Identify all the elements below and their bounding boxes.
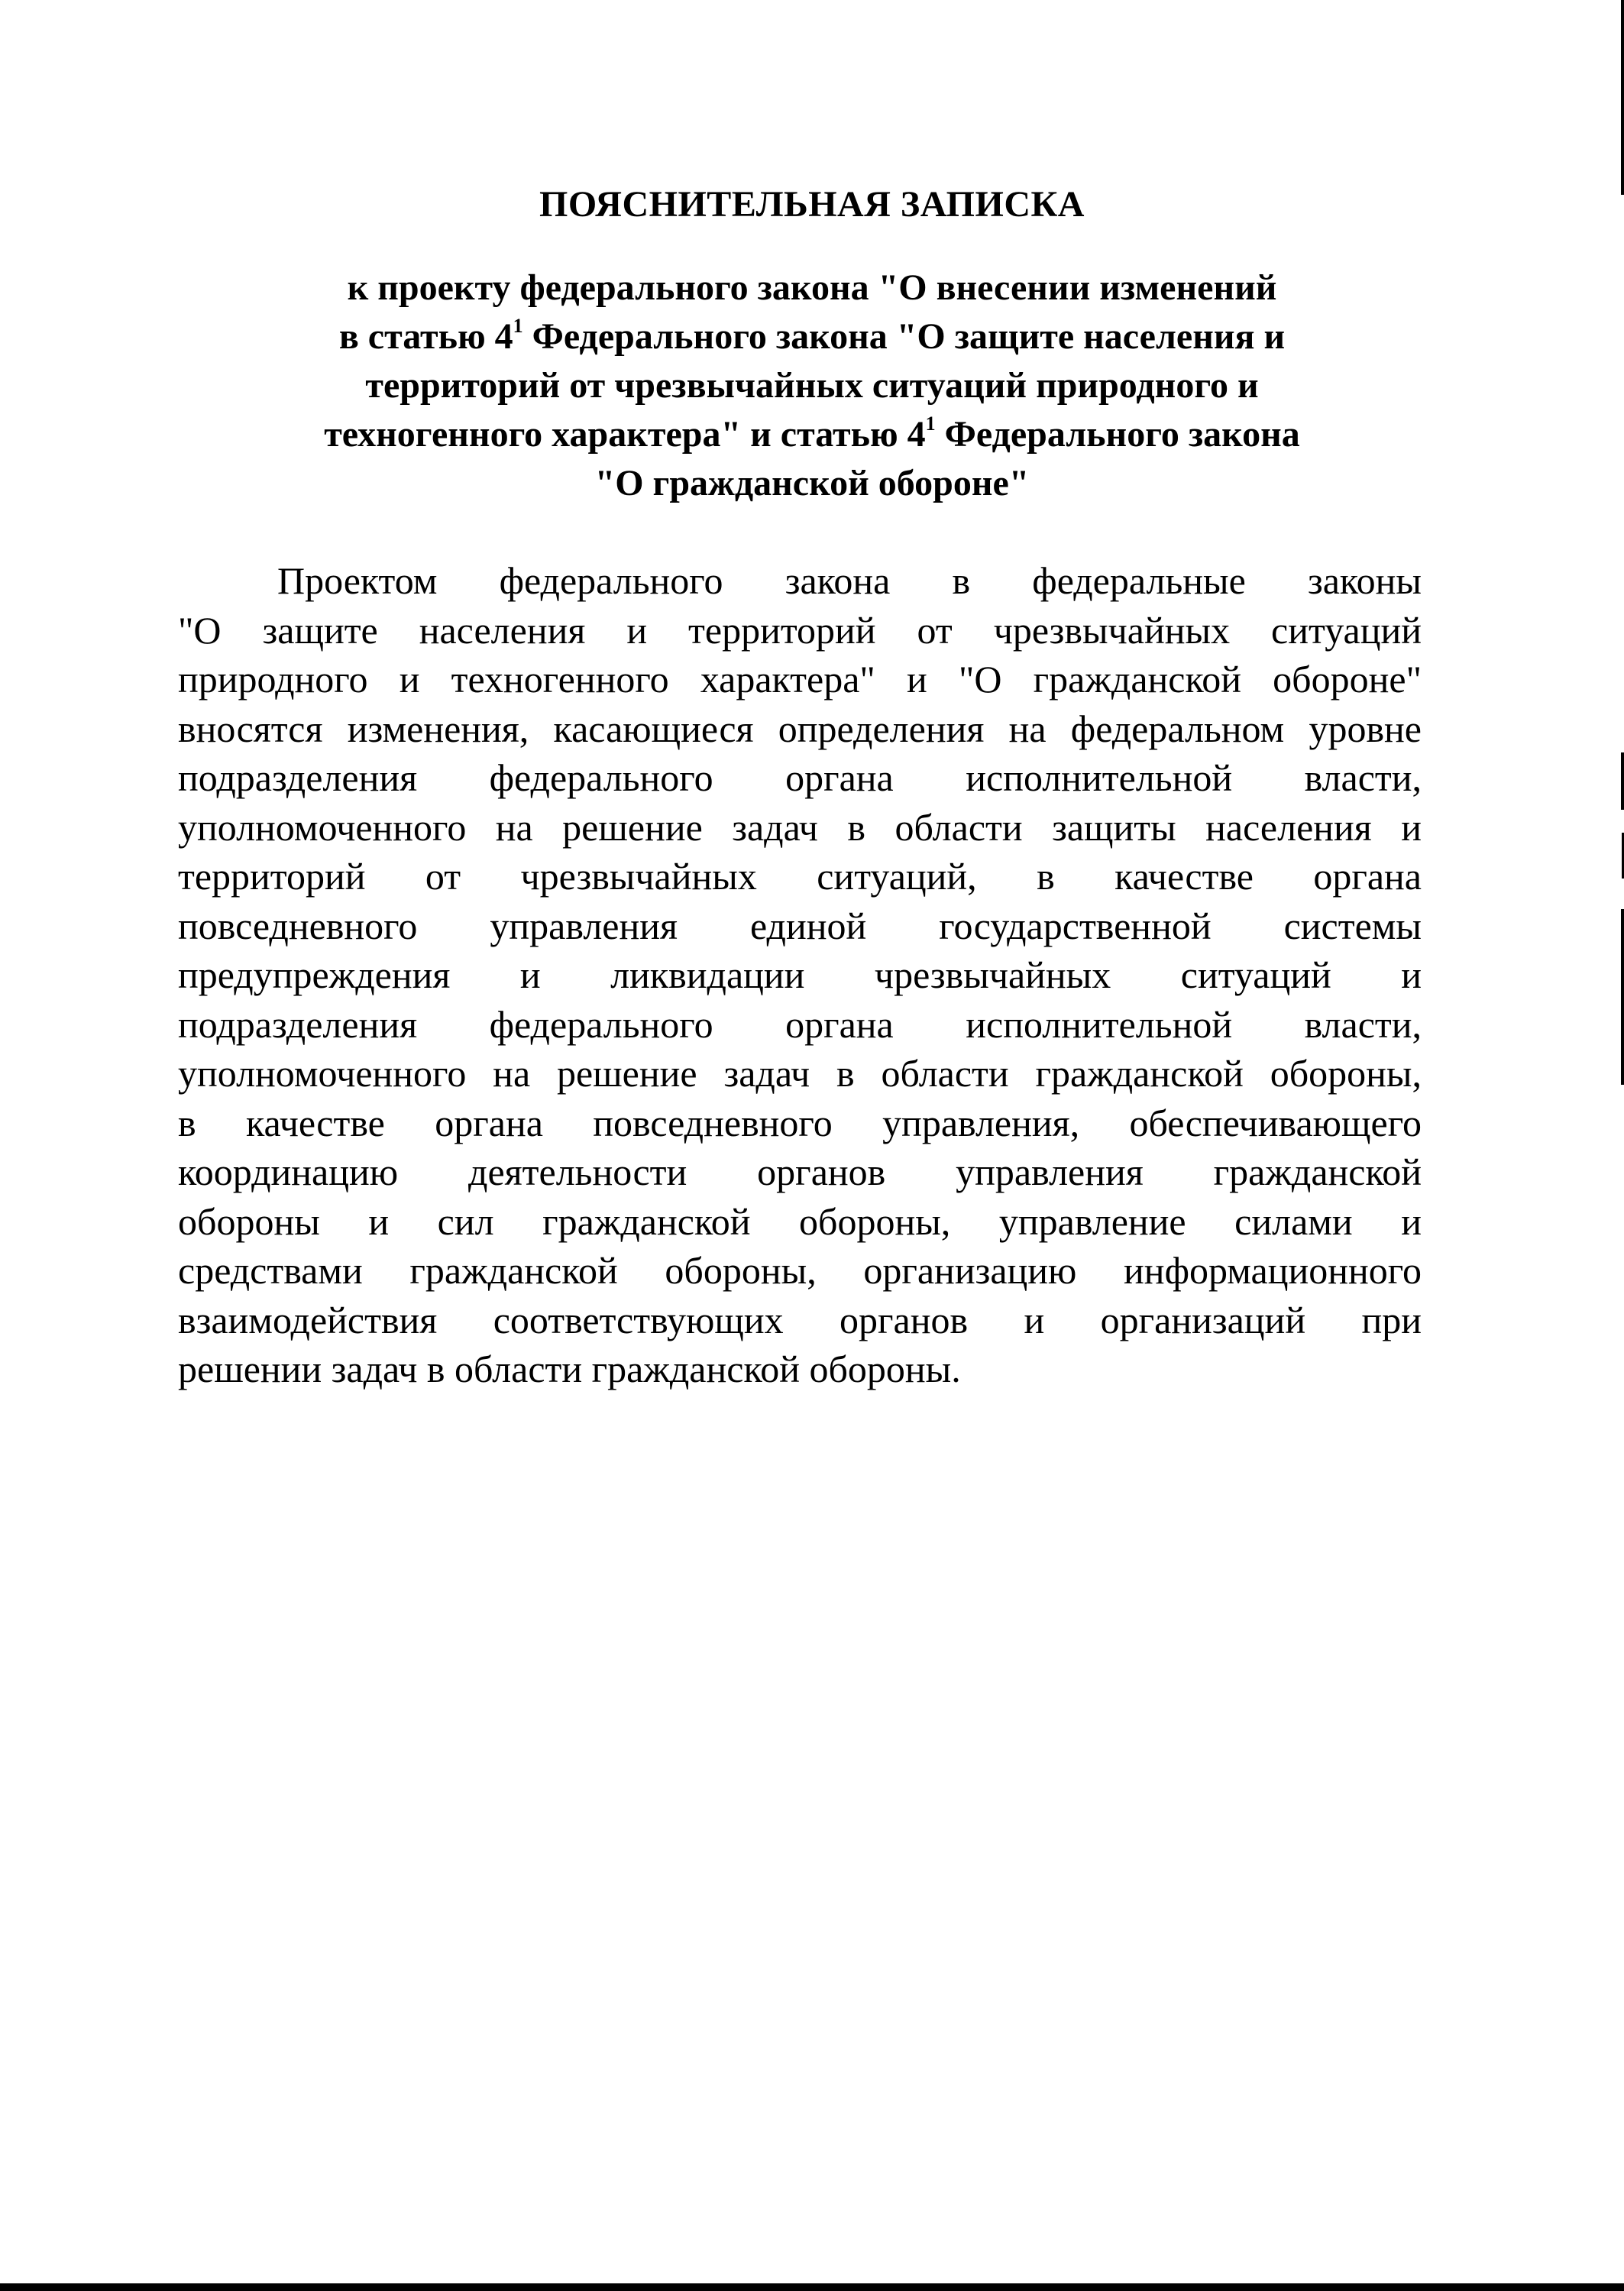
subtitle-line-4 (199, 410, 1425, 459)
body-line: территорий от чрезвычайных ситуаций, в качестве органа (178, 855, 1422, 898)
scan-edge-mark (1621, 909, 1624, 1085)
body-line: Проектом федерального закона в федеральные законы (277, 559, 1422, 602)
body-line: повседневного управления единой государственной системы (178, 904, 1422, 947)
scan-edge-mark (1621, 752, 1624, 810)
subtitle-line-2-text-a: в статью 4 (338, 316, 513, 357)
subtitle-line-2 (199, 312, 1425, 361)
body-line: подразделения федерального органа исполнительной власти, (178, 1002, 1422, 1046)
subtitle-line-5: "О гражданской обороне" (594, 463, 1030, 503)
body-line: предупреждения и ликвидации чрезвычайных ситуаций и (178, 953, 1422, 996)
article-superscript: 1 (925, 413, 936, 435)
article-superscript: 1 (513, 315, 523, 337)
document-subtitle (199, 264, 1425, 508)
subtitle-line-4-text-a: техногенного характера" и статью 4 (324, 414, 926, 455)
body-line: вносятся изменения, касающиеся определения на федеральном уровне (178, 707, 1422, 750)
subtitle-line-2-text-b: Федерального закона "О защите населения и (522, 316, 1286, 357)
scan-bottom-border (0, 2283, 1624, 2291)
subtitle-line-4-text-b: Федерального закона (935, 414, 1300, 455)
body-line: координацию деятельности органов управления гражданской (178, 1150, 1422, 1193)
body-line: уполномоченного на решение задач в области защиты населения и (178, 805, 1422, 849)
body-line: обороны и сил гражданской обороны, управление силами и (178, 1199, 1422, 1243)
body-line: подразделения федерального органа исполнительной власти, (178, 756, 1422, 799)
body-line: решении задач в области гражданской обороны. (178, 1348, 961, 1390)
subtitle-line-3: территорий от чрезвычайных ситуаций природного и (365, 365, 1259, 406)
body-line: природного и техногенного характера" и "О гражданской обороне" (178, 658, 1422, 701)
body-line: в качестве органа повседневного управления, обеспечивающего (178, 1101, 1422, 1144)
body-paragraph (178, 556, 1422, 1394)
document-title: ПОЯСНИТЕЛЬНАЯ ЗАПИСКА (539, 184, 1085, 225)
subtitle-line-1: к проекту федерального закона "О внесении изменений (347, 267, 1277, 308)
body-line: "О защите населения и территорий от чрезвычайных ситуаций (178, 608, 1422, 652)
body-line: средствами гражданской обороны, организацию информационного (178, 1249, 1422, 1292)
body-line: уполномоченного на решение задач в области гражданской обороны, (178, 1052, 1422, 1095)
body-line: взаимодействия соответствующих органов и организаций при (178, 1298, 1422, 1341)
scan-edge-mark (1621, 0, 1624, 195)
